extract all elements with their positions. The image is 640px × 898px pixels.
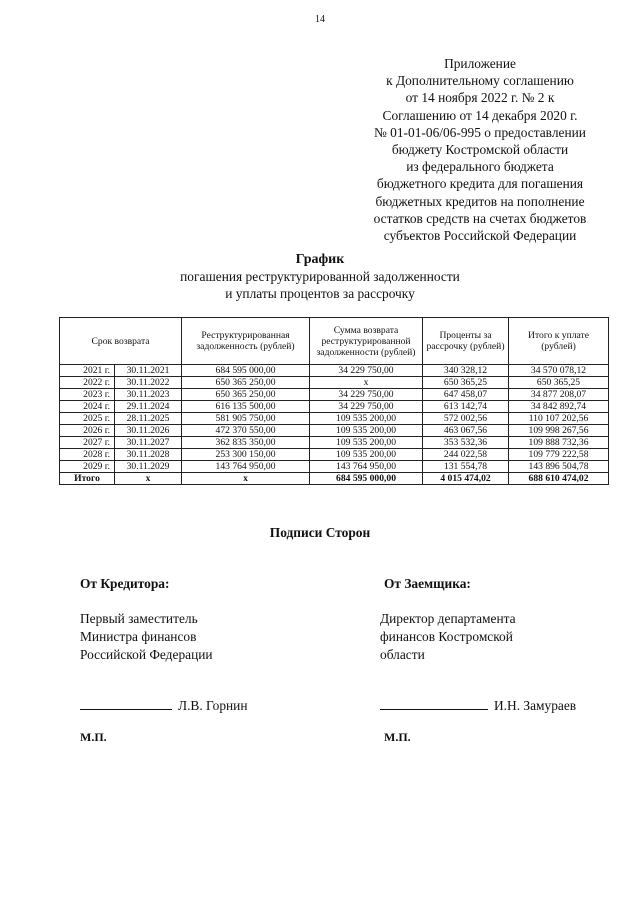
cell-interest: 340 328,12	[423, 365, 509, 377]
cell-total-interest: 4 015 474,02	[423, 473, 509, 485]
cell-total-repayment: 684 595 000,00	[310, 473, 423, 485]
cell-total-date: x	[115, 473, 182, 485]
cell-total: 34 570 078,12	[509, 365, 609, 377]
cell-total-restructured: x	[182, 473, 310, 485]
cell-date: 30.11.2028	[115, 449, 182, 461]
appendix-line: из федерального бюджета	[406, 159, 554, 175]
subtitle-line: и уплаты процентов за рассрочку	[225, 286, 415, 301]
cell-date: 29.11.2024	[115, 401, 182, 413]
table-row	[60, 365, 609, 377]
cell-date: 30.11.2027	[115, 437, 182, 449]
position-line: финансов Костромской	[380, 629, 513, 644]
creditor-seal-mark: М.П.	[80, 730, 107, 744]
cell-total-label: Итого	[60, 473, 115, 485]
cell-interest: 572 002,56	[423, 413, 509, 425]
table-row	[60, 377, 609, 389]
cell-total: 34 877 208,07	[509, 389, 609, 401]
appendix-line: № 01-01-06/06-995 о предоставлении	[374, 124, 586, 140]
cell-date: 28.11.2025	[115, 413, 182, 425]
appendix-line: остатков средств на счетах бюджетов	[373, 210, 587, 226]
document-subtitle	[0, 268, 640, 302]
cell-year: 2024 г.	[60, 401, 115, 413]
appendix-line: бюджетных кредитов на пополнение	[375, 193, 585, 209]
creditor-position	[80, 610, 213, 664]
cell-year: 2022 г.	[60, 377, 115, 389]
cell-total: 109 888 732,36	[509, 437, 609, 449]
repayment-schedule-table	[59, 317, 609, 485]
cell-year: 2028 г.	[60, 449, 115, 461]
borrower-position	[380, 610, 516, 664]
borrower-signature	[380, 696, 576, 714]
cell-restructured: 581 905 750,00	[182, 413, 310, 425]
appendix-line: от 14 ноября 2022 г. № 2 к	[405, 90, 555, 106]
table-row	[60, 389, 609, 401]
cell-interest: 244 022,58	[423, 449, 509, 461]
cell-interest: 353 532,36	[423, 437, 509, 449]
header-total: Итого к уплате (рублей)	[509, 318, 609, 365]
appendix-line: бюджетного кредита для погашения	[376, 176, 584, 192]
borrower-name: И.Н. Замураев	[494, 698, 577, 713]
cell-repayment: x	[310, 377, 423, 389]
borrower-seal-mark: М.П.	[384, 730, 411, 744]
cell-total: 110 107 202,56	[509, 413, 609, 425]
cell-year: 2027 г.	[60, 437, 115, 449]
cell-repayment: 143 764 950,00	[310, 461, 423, 473]
cell-interest: 650 365,25	[423, 377, 509, 389]
cell-restructured: 650 365 250,00	[182, 377, 310, 389]
cell-restructured: 362 835 350,00	[182, 437, 310, 449]
appendix-line: Приложение	[444, 56, 516, 71]
document-title: График	[295, 252, 345, 267]
position-line: Директор департамента	[380, 611, 516, 626]
cell-repayment: 109 535 200,00	[310, 437, 423, 449]
table-total-row	[60, 473, 609, 485]
table-row	[60, 449, 609, 461]
cell-restructured: 650 365 250,00	[182, 389, 310, 401]
cell-interest: 647 458,07	[423, 389, 509, 401]
table-row	[60, 401, 609, 413]
appendix-line: к Дополнительному соглашению	[386, 73, 574, 89]
cell-restructured: 684 595 000,00	[182, 365, 310, 377]
page-number: 14	[315, 14, 325, 25]
signatures-title: Подписи Сторон	[269, 525, 371, 540]
header-interest: Проценты за рассрочку (рублей)	[423, 318, 509, 365]
cell-repayment: 109 535 200,00	[310, 449, 423, 461]
cell-date: 30.11.2022	[115, 377, 182, 389]
header-restructured: Реструктурированная задолженность (рублей)	[182, 318, 310, 365]
cell-year: 2023 г.	[60, 389, 115, 401]
cell-repayment: 109 535 200,00	[310, 425, 423, 437]
subtitle-line: погашения реструктурированной задолженности	[180, 269, 460, 284]
cell-restructured: 143 764 950,00	[182, 461, 310, 473]
cell-interest: 131 554,78	[423, 461, 509, 473]
cell-date: 30.11.2023	[115, 389, 182, 401]
header-repayment: Сумма возврата реструктурированной задолженности (рублей)	[310, 318, 423, 365]
signature-line	[80, 696, 172, 710]
header-term: Срок возврата	[60, 318, 182, 365]
creditor-label: От Кредитора:	[80, 576, 170, 591]
cell-year: 2021 г.	[60, 365, 115, 377]
table-header-row	[60, 318, 609, 365]
appendix-line: Соглашению от 14 декабря 2020 г.	[382, 107, 578, 123]
borrower-label: От Заемщика:	[384, 576, 471, 591]
cell-total: 143 896 504,78	[509, 461, 609, 473]
cell-repayment: 109 535 200,00	[310, 413, 423, 425]
table-row	[60, 425, 609, 437]
position-line: области	[380, 647, 425, 662]
cell-restructured: 472 370 550,00	[182, 425, 310, 437]
appendix-line: субъектов Российской Федерации	[383, 228, 577, 244]
cell-restructured: 616 135 500,00	[182, 401, 310, 413]
cell-total-sum: 688 610 474,02	[509, 473, 609, 485]
signature-line	[380, 696, 488, 710]
cell-repayment: 34 229 750,00	[310, 365, 423, 377]
table-row	[60, 413, 609, 425]
cell-year: 2026 г.	[60, 425, 115, 437]
creditor-signature	[80, 696, 248, 714]
position-line: Министра финансов	[80, 629, 197, 644]
cell-interest: 463 067,56	[423, 425, 509, 437]
cell-total: 109 998 267,56	[509, 425, 609, 437]
appendix-header	[360, 55, 600, 244]
position-line: Российской Федерации	[80, 647, 213, 662]
cell-date: 30.11.2021	[115, 365, 182, 377]
cell-repayment: 34 229 750,00	[310, 389, 423, 401]
creditor-name: Л.В. Горнин	[178, 698, 248, 713]
position-line: Первый заместитель	[80, 611, 198, 626]
cell-interest: 613 142,74	[423, 401, 509, 413]
cell-date: 30.11.2026	[115, 425, 182, 437]
cell-repayment: 34 229 750,00	[310, 401, 423, 413]
appendix-line: бюджету Костромской области	[391, 142, 569, 158]
cell-restructured: 253 300 150,00	[182, 449, 310, 461]
table-row	[60, 437, 609, 449]
cell-total: 650 365,25	[509, 377, 609, 389]
cell-year: 2025 г.	[60, 413, 115, 425]
cell-date: 30.11.2029	[115, 461, 182, 473]
table-row	[60, 461, 609, 473]
cell-year: 2029 г.	[60, 461, 115, 473]
cell-total: 34 842 892,74	[509, 401, 609, 413]
cell-total: 109 779 222,58	[509, 449, 609, 461]
